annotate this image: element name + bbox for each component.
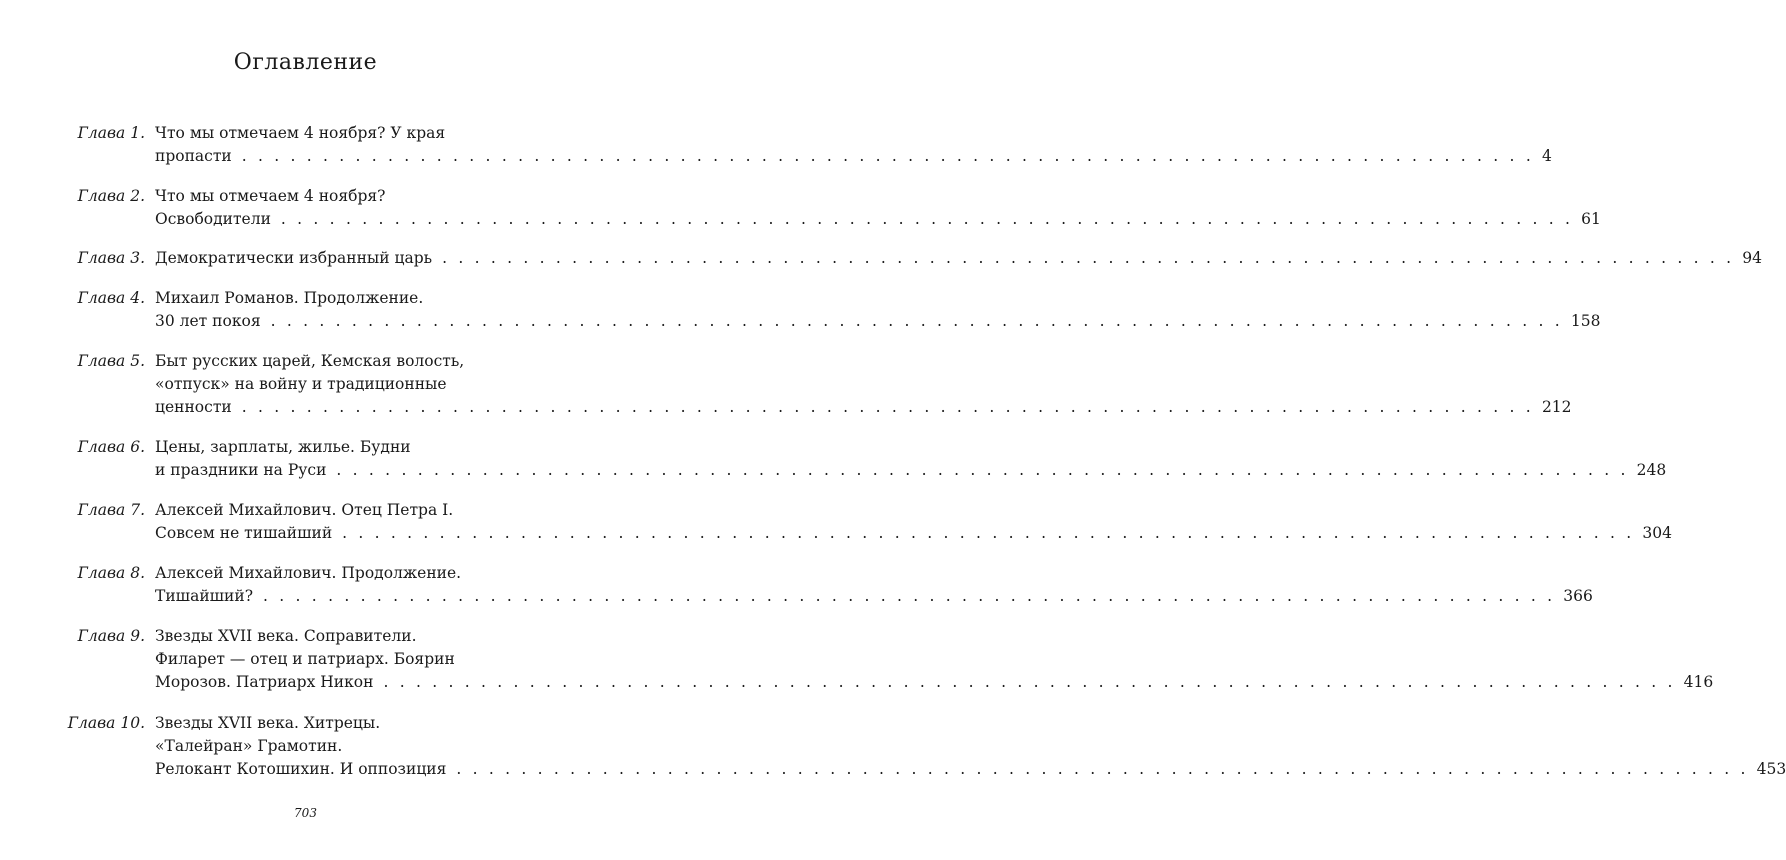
chapter-label: Глава 6.	[77, 438, 145, 456]
chapter-title-line: Звезды XVII века. Хитрецы.	[155, 714, 381, 732]
chapter-title-line: Релокант Котошихин. И оппозиция	[155, 760, 447, 778]
chapter-title	[155, 247, 1763, 270]
chapter-title	[155, 562, 1593, 608]
chapter-title-line: Тишайший?	[155, 587, 254, 605]
chapter-title-line: Цены, зарплаты, жилье. Будни	[155, 438, 411, 456]
chapter-title	[155, 122, 1552, 168]
chapter-title-line: Михаил Романов. Продолжение.	[155, 289, 424, 307]
chapter-page-number: 416	[1683, 673, 1714, 691]
dot-leader: . . . . . . . . . . . . . . . . . . . . . . . . . . . . . . . . . . . . . . . . . . . . . . . . . . . . . . . . . . . . . . . . . . . . . . . . . . . . . . . .	[263, 587, 1556, 605]
chapter-title	[155, 499, 1672, 545]
chapter-label: Глава 10.	[67, 714, 145, 732]
chapter-page-number: 248	[1636, 461, 1667, 479]
chapter-page-number: 212	[1541, 398, 1572, 416]
chapter-title-line: 30 лет покоя	[155, 312, 261, 330]
chapter-title-line: Алексей Михайлович. Отец Петра I.	[155, 501, 454, 519]
chapter-page-number: 453	[1756, 760, 1786, 778]
dot-leader: . . . . . . . . . . . . . . . . . . . . . . . . . . . . . . . . . . . . . . . . . . . . . . . . . . . . . . . . . . . . . . . . . . . . . . . . . . . . . . . .	[241, 398, 1534, 416]
dot-leader: . . . . . . . . . . . . . . . . . . . . . . . . . . . . . . . . . . . . . . . . . . . . . . . . . . . . . . . . . . . . . . . . . . . . . . . . . . . . . . . .	[280, 210, 1574, 228]
chapter-title	[155, 712, 1786, 781]
chapter-title-line: Морозов. Патриарх Никон	[155, 673, 374, 691]
chapter-title-line: «отпуск» на войну и традиционные	[155, 375, 447, 393]
chapter-page-number: 304	[1642, 524, 1672, 542]
chapter-title-line: пропасти	[155, 147, 232, 165]
chapter-title-line: ценности	[155, 398, 232, 416]
dot-leader: . . . . . . . . . . . . . . . . . . . . . . . . . . . . . . . . . . . . . . . . . . . . . . . . . . . . . . . . . . . . . . . . . . . . . . . . . . . . . . . .	[442, 249, 1735, 267]
chapter-page-number: 366	[1563, 587, 1593, 605]
chapter-title	[155, 185, 1601, 231]
chapter-title-line: «Талейран» Грамотин.	[155, 737, 343, 755]
chapter-title-line: Филарет — отец и патриарх. Боярин	[155, 650, 455, 668]
chapter-title-line: Быт русских царей, Кемская волость,	[155, 352, 465, 370]
dot-leader: . . . . . . . . . . . . . . . . . . . . . . . . . . . . . . . . . . . . . . . . . . . . . . . . . . . . . . . . . . . . . . . . . . . . . . . . . . . . . . . .	[241, 147, 1534, 165]
chapter-title-line: Звезды XVII века. Соправители.	[155, 627, 417, 645]
chapter-page-number: 94	[1742, 249, 1763, 267]
dot-leader: . . . . . . . . . . . . . . . . . . . . . . . . . . . . . . . . . . . . . . . . . . . . . . . . . . . . . . . . . . . . . . . . . . . . . . . . . . . . . . . .	[336, 461, 1629, 479]
chapter-title	[155, 287, 1601, 333]
chapter-title	[155, 436, 1667, 482]
chapter-title-line: Демократически избранный царь	[155, 249, 433, 267]
chapter-title	[155, 625, 1714, 694]
chapter-label: Глава 3.	[77, 249, 145, 267]
chapter-title-line: Освободители	[155, 210, 271, 228]
chapter-label: Глава 9.	[77, 627, 145, 645]
dot-leader: . . . . . . . . . . . . . . . . . . . . . . . . . . . . . . . . . . . . . . . . . . . . . . . . . . . . . . . . . . . . . . . . . . . . . . . . . . . . . . . .	[456, 760, 1749, 778]
chapter-label: Глава 5.	[77, 352, 145, 370]
dot-leader: . . . . . . . . . . . . . . . . . . . . . . . . . . . . . . . . . . . . . . . . . . . . . . . . . . . . . . . . . . . . . . . . . . . . . . . . . . . . . . . .	[342, 524, 1635, 542]
chapter-page-number: 4	[1541, 147, 1552, 165]
chapter-label: Глава 7.	[77, 501, 145, 519]
dot-leader: . . . . . . . . . . . . . . . . . . . . . . . . . . . . . . . . . . . . . . . . . . . . . . . . . . . . . . . . . . . . . . . . . . . . . . . . . . . . . . . .	[270, 312, 1563, 330]
chapter-title-line: Алексей Михайлович. Продолжение.	[155, 564, 462, 582]
chapter-label: Глава 4.	[77, 289, 145, 307]
chapter-title-line: Что мы отмечаем 4 ноября? У края	[155, 124, 446, 142]
chapter-title-line: и праздники на Руси	[155, 461, 327, 479]
chapter-page-number: 158	[1570, 312, 1601, 330]
chapter-label: Глава 1.	[77, 124, 145, 142]
dot-leader: . . . . . . . . . . . . . . . . . . . . . . . . . . . . . . . . . . . . . . . . . . . . . . . . . . . . . . . . . . . . . . . . . . . . . . . . . . . . . . . .	[383, 673, 1676, 691]
chapter-label: Глава 8.	[77, 564, 145, 582]
chapter-title-line: Что мы отмечаем 4 ноября?	[155, 187, 386, 205]
chapter-title	[155, 350, 1572, 419]
chapter-label: Глава 2.	[77, 187, 145, 205]
chapter-title-line: Совсем не тишайший	[155, 524, 333, 542]
chapter-page-number: 61	[1581, 210, 1601, 228]
page-number: 703	[294, 806, 317, 820]
page-title: Оглавление	[233, 50, 378, 75]
